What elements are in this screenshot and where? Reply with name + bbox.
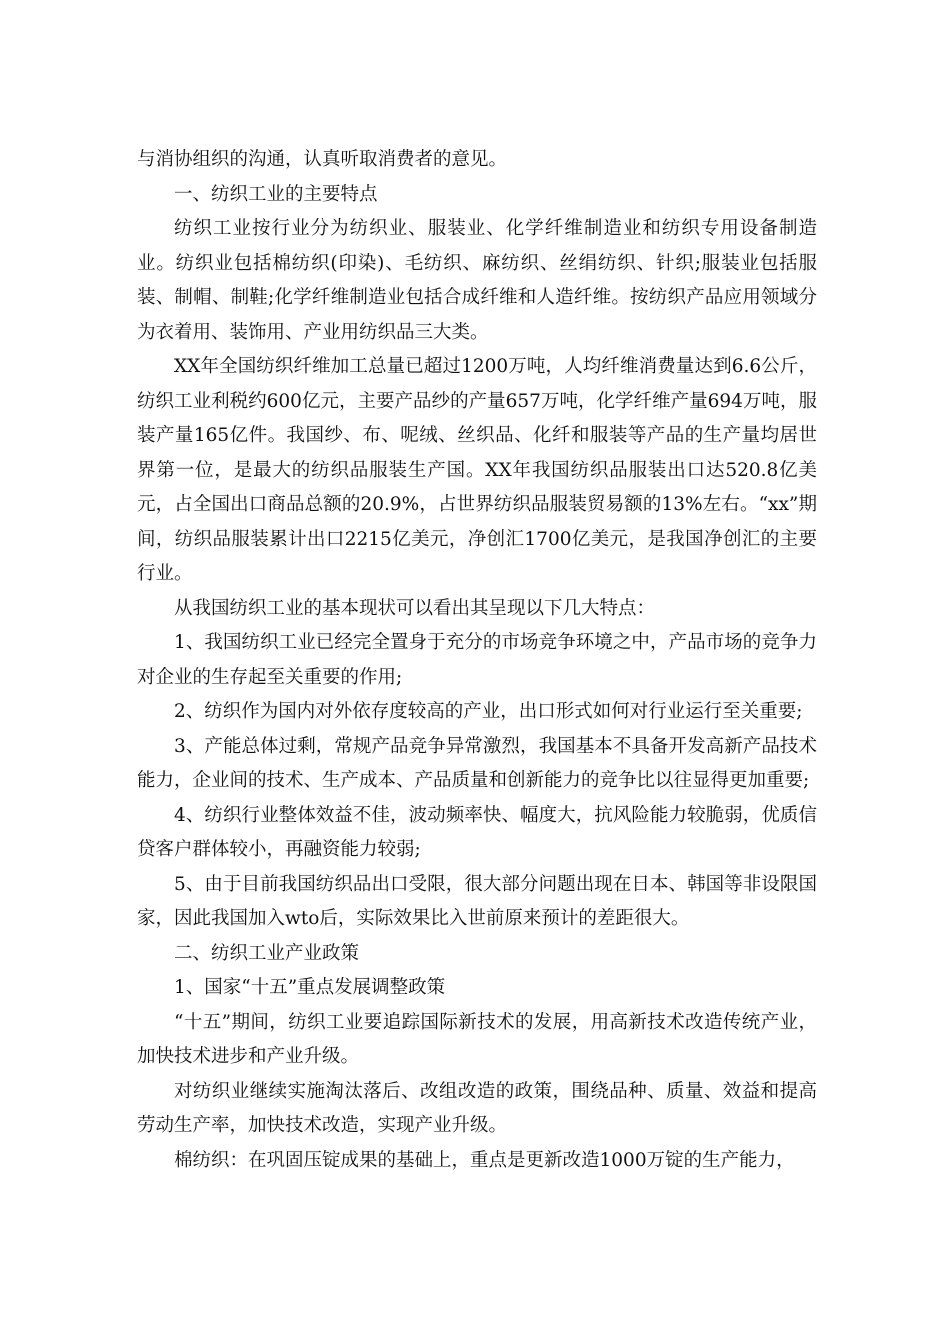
section-heading-1: 一、纺织工业的主要特点 xyxy=(174,183,378,205)
paragraph-tenth-five-year-plan: “十五”期间，纺织工业要追踪国际新技术的发展，用高新技术改造传统产业，加快技术进步和产业升级。 xyxy=(137,1011,817,1067)
subsection-heading-1: 1、国家“十五”重点发展调整政策 xyxy=(174,977,446,998)
list-item-feature-2: 2、纺织作为国内对外依存度较高的产业，出口形式如何对行业运行至关重要; xyxy=(174,701,803,722)
section-heading-2: 二、纺织工业产业政策 xyxy=(174,942,360,964)
paragraph-textile-policy: 对纺织业继续实施淘汰落后、改组改造的政策，围绕品种、质量、效益和提高劳动生产率，加快技术改造，实现产业升级。 xyxy=(137,1080,817,1136)
paragraph-cotton-textile: 棉纺织：在巩固压锭成果的基础上，重点是更新改造1000万锭的生产能力， xyxy=(174,1149,795,1171)
paragraph-industry-statistics: XX年全国纺织纤维加工总量已超过1200万吨，人均纤维消费量达到6.6公斤，纺织工业利税约600亿元，主要产品纱的产量657万吨，化学纤维产量694万吨，服装产量165亿件。我国纱、布、呢绒、丝织品、化纤和服装等产品的生产量均居世界第一位，是最大的纺织品服装生产国。XX年我国纺织品服装出口达520.8亿美元，占全国出口商品总额的20.9%，占世界纺织品服装贸易额的13%左右。“xx”期间，纺织品服装累计出口2215亿美元，净创汇1700亿美元，是我国净创汇的主要行业。 xyxy=(137,356,817,584)
list-item-feature-4: 4、纺织行业整体效益不佳，波动频率快、幅度大，抗风险能力较脆弱，优质信贷客户群体较小，再融资能力较弱; xyxy=(137,804,817,860)
list-item-feature-1: 1、我国纺织工业已经完全置身于充分的市场竞争环境之中，产品市场的竞争力对企业的生存起至关重要的作用; xyxy=(137,632,817,688)
document-body xyxy=(137,143,817,1178)
paragraph-continuation: 与消协组织的沟通，认真听取消费者的意见。 xyxy=(137,149,508,170)
paragraph-industry-classification: 纺织工业按行业分为纺织业、服装业、化学纤维制造业和纺织专用设备制造业。纺织业包括棉纺织(印染)、毛纺织、麻纺织、丝绢纺织、针织;服装业包括服装、制帽、制鞋;化学纤维制造业包括合成纤维和人造纤维。按纺织产品应用领域分为衣着用、装饰用、产业用纺织品三大类。 xyxy=(137,218,817,343)
paragraph-features-intro: 从我国纺织工业的基本现状可以看出其呈现以下几大特点： xyxy=(174,597,656,619)
list-item-feature-3: 3、产能总体过剩，常规产品竞争异常激烈，我国基本不具备开发高新产品技术能力，企业间的技术、生产成本、产品质量和创新能力的竞争比以往显得更加重要; xyxy=(137,735,817,791)
list-item-feature-5: 5、由于目前我国纺织品出口受限，很大部分问题出现在日本、韩国等非设限国家，因此我国加入wto后，实际效果比入世前原来预计的差距很大。 xyxy=(137,873,817,929)
